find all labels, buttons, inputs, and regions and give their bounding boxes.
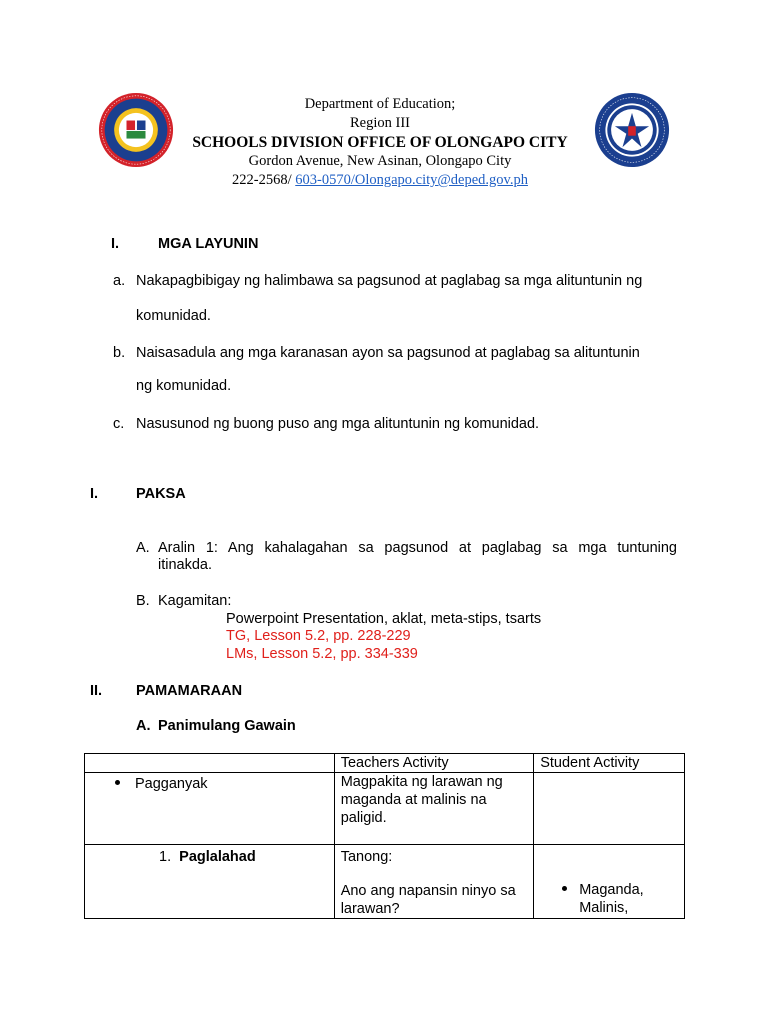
row-number: 1. xyxy=(159,849,172,865)
table-cell xyxy=(85,845,335,919)
objective-letter-b: b. xyxy=(113,345,126,361)
bullet-icon xyxy=(115,780,120,785)
objective-letter-a: a. xyxy=(113,273,126,289)
section-numeral: I. xyxy=(111,236,120,252)
department-name: Department of Education; xyxy=(304,96,456,112)
teacher-guide-ref: TG, Lesson 5.2, pp. 228-229 xyxy=(226,628,411,644)
objective-letter-c: c. xyxy=(113,416,125,432)
table-cell xyxy=(334,845,534,919)
teacher-question-label: Tanong: xyxy=(340,849,393,865)
region-name: Region III xyxy=(350,115,410,131)
phone-number: 222-2568/ xyxy=(232,172,296,188)
table-header-row xyxy=(85,754,685,773)
objective-a-line1: Nakapagbibigay ng halimbawa sa pagsunod at paglabag sa mga alituntunin ng xyxy=(136,273,643,289)
section-numeral: I. xyxy=(90,486,99,502)
objective-a-line2: komunidad. xyxy=(136,308,211,324)
contact-link[interactable]: 603-0570/Olongapo.city@deped.gov.ph xyxy=(295,172,528,188)
section-title-paksa: PAKSA xyxy=(136,486,186,502)
topic-letter-a: A. xyxy=(136,540,150,556)
objective-c-line1: Nasusunod ng buong puso ang mga alituntunin ng komunidad. xyxy=(136,416,540,432)
learning-materials-ref: LMs, Lesson 5.2, pp. 334-339 xyxy=(226,646,418,662)
teacher-activity-line: maganda at malinis na xyxy=(340,792,487,808)
table-row xyxy=(85,773,685,845)
table-cell xyxy=(534,845,685,919)
section-title-layunin: MGA LAYUNIN xyxy=(158,236,259,252)
materials-label: Kagamitan: xyxy=(158,593,232,609)
objective-b-line2: ng komunidad. xyxy=(136,378,232,394)
topic-a-line2: itinakda. xyxy=(158,557,213,573)
table-row xyxy=(85,845,685,919)
division-office-name: SCHOOLS DIVISION OFFICE OF OLONGAPO CITY xyxy=(192,134,568,151)
row-label: Paglalahad xyxy=(179,849,256,865)
table-cell xyxy=(334,773,534,845)
bullet-icon xyxy=(562,886,567,891)
student-answer-line: Malinis, xyxy=(579,900,629,916)
teacher-activity-line: paligid. xyxy=(340,810,387,826)
section-title-pamamaraan: PAMAMARAAN xyxy=(136,683,243,699)
table-cell xyxy=(534,773,685,845)
teacher-question-line: larawan? xyxy=(340,901,400,917)
row-label: Pagganyak xyxy=(135,776,208,792)
office-address: Gordon Avenue, New Asinan, Olongapo City xyxy=(248,153,512,169)
teacher-activity-line: Magpakita ng larawan ng xyxy=(340,774,503,790)
table-header-cell: Student Activity xyxy=(534,754,685,773)
topic-a-line1: Aralin 1: Ang kahalagahan sa pagsunod at paglabag sa mga tuntuning xyxy=(158,540,677,556)
table-cell xyxy=(85,773,335,845)
table-header-cell: Teachers Activity xyxy=(334,754,534,773)
contact-line xyxy=(150,171,610,190)
activity-table xyxy=(84,753,685,919)
section-numeral: II. xyxy=(90,683,103,699)
subsection-letter: A. xyxy=(136,718,151,734)
objective-b-line1: Naisasadula ang mga karanasan ayon sa pagsunod at paglabag sa alituntunin xyxy=(136,345,640,361)
topic-letter-b: B. xyxy=(136,593,150,609)
letterhead xyxy=(150,95,610,190)
teacher-question-line: Ano ang napansin ninyo sa xyxy=(340,883,516,899)
student-answer-line: Maganda, xyxy=(562,881,678,899)
table-header-cell xyxy=(85,754,335,773)
subsection-title: Panimulang Gawain xyxy=(158,718,296,734)
materials-list: Powerpoint Presentation, aklat, meta-stips, tsarts xyxy=(226,611,542,627)
